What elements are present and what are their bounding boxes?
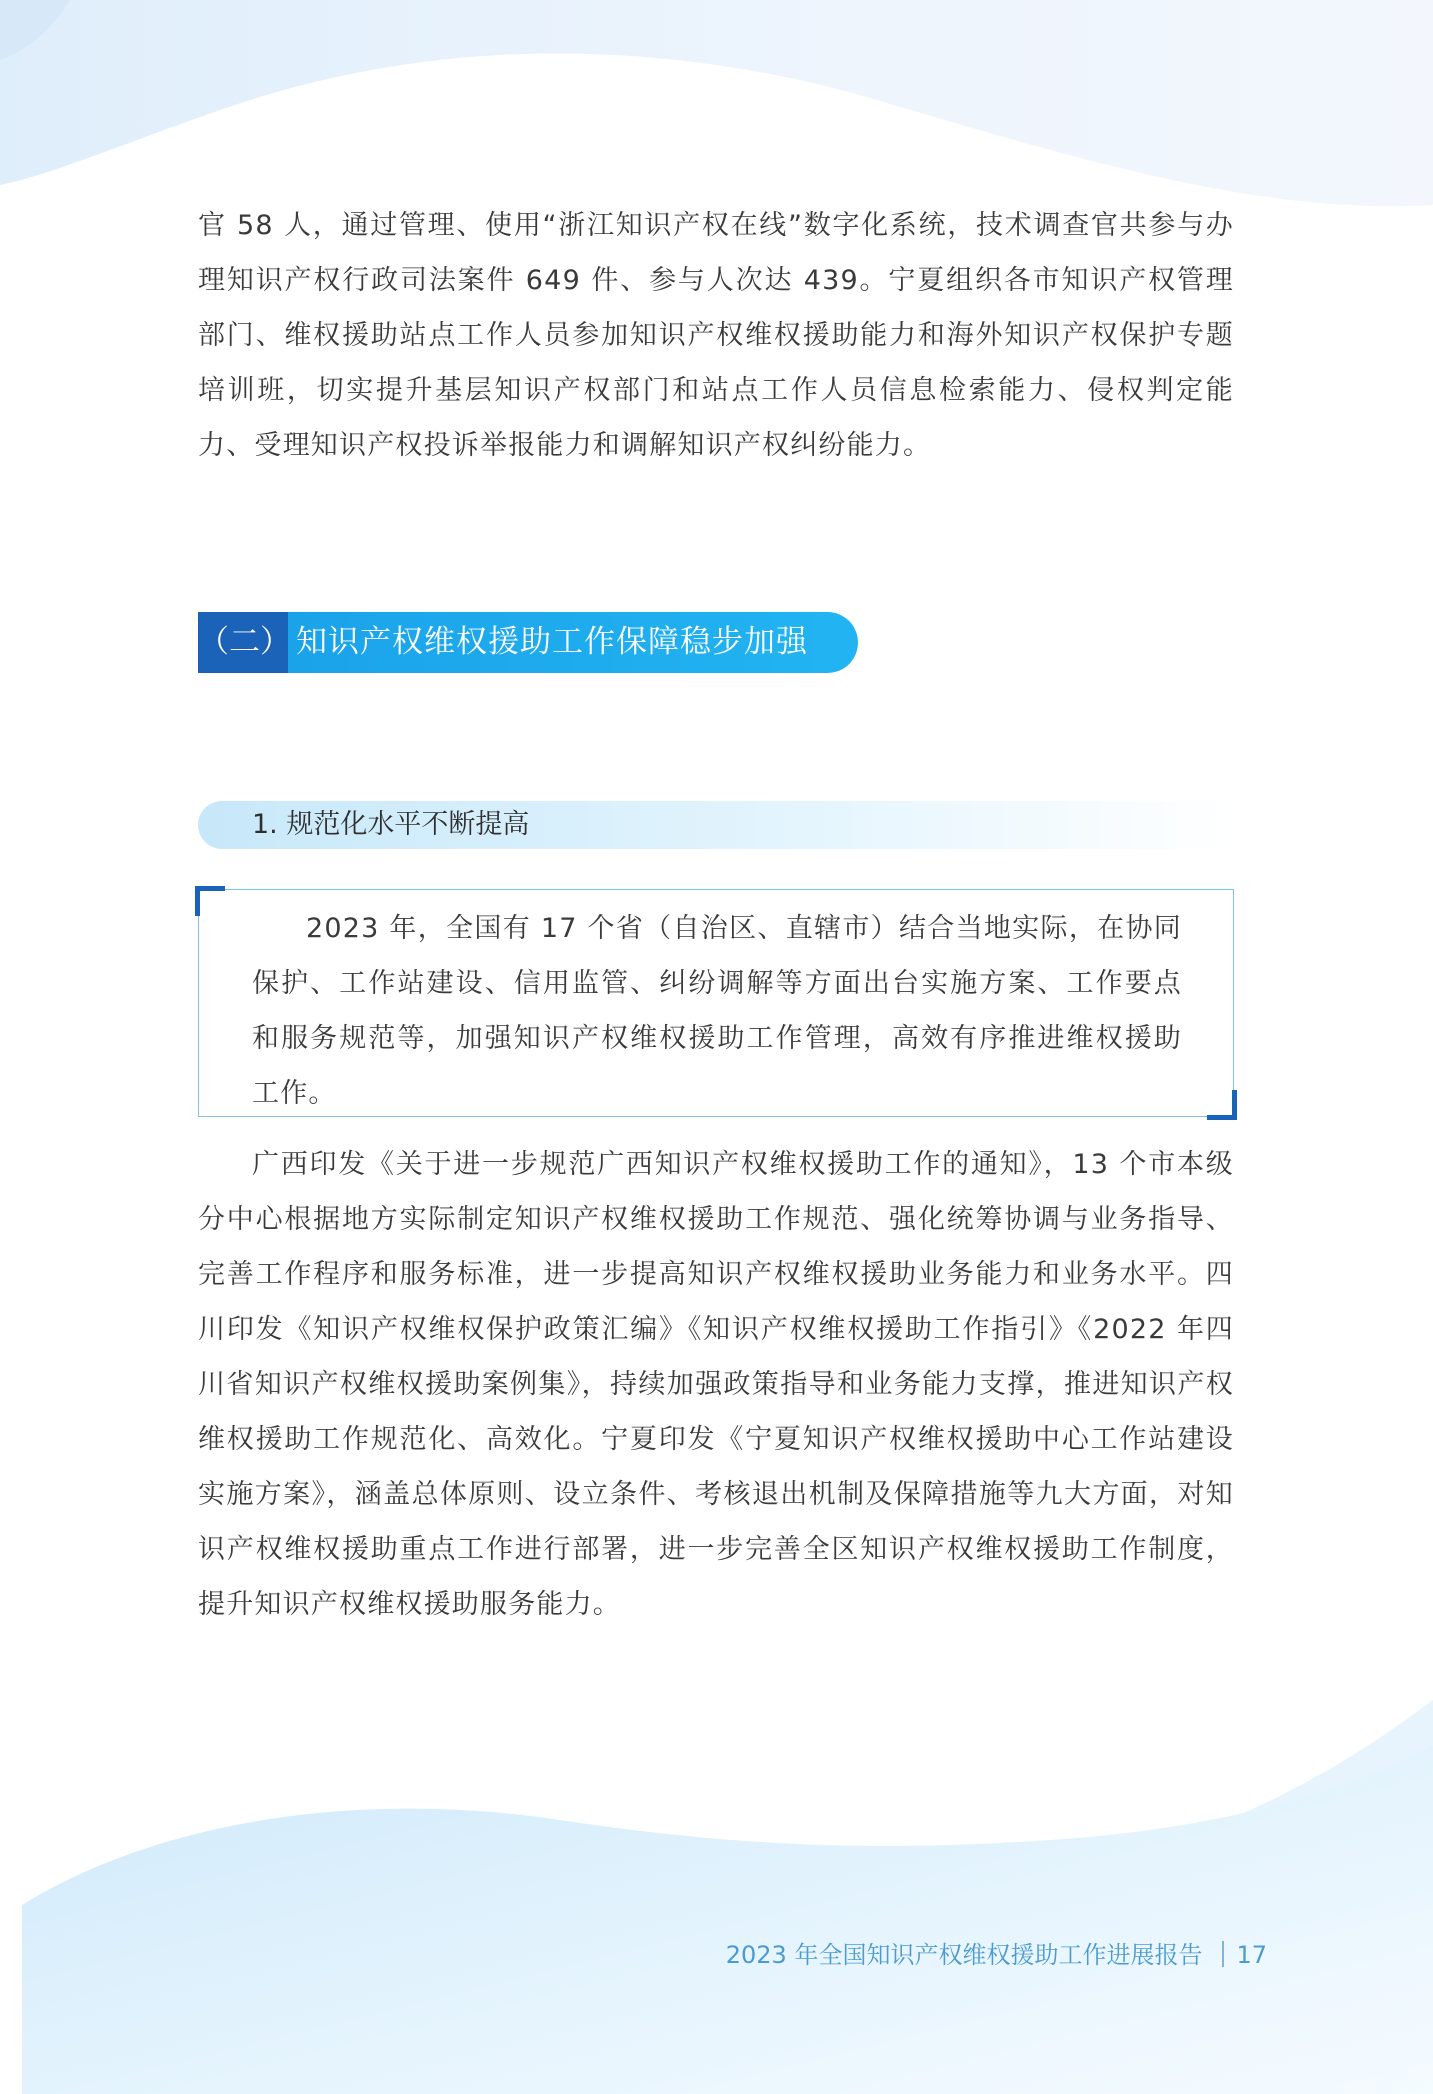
section-number: （二） [198, 624, 291, 660]
page-number: 17 [1236, 1941, 1267, 1969]
section-title: 知识产权维权援助工作保障稳步加强 [296, 624, 808, 660]
section-heading [198, 612, 858, 673]
paragraph-top: 官 58 人，通过管理、使用“浙江知识产权在线”数字化系统，技术调查官共参与办理知识产权行政司法案件 649 件、参与人次达 439。宁夏组织各市知识产权管理部门、维权援助站点工作人员参加知识产权维权援助能力和海外知识产权保护专题培训班，切实提升基层知识产权部门和站点工作人员信息检索能力、侵权判定能力、受理知识产权投诉举报能力和调解知识产权纠纷能力。 [198, 210, 1234, 461]
paragraph-bottom: 广西印发《关于进一步规范广西知识产权维权援助工作的通知》，13 个市本级分中心根据地方实际制定知识产权维权援助工作规范、强化统筹协调与业务指导、完善工作程序和服务标准，进一步提高知识产权维权援助业务能力和业务水平。四川印发《知识产权维权保护政策汇编》《知识产权维权援助工作指引》《2022 年四川省知识产权维权援助案例集》，持续加强政策指导和业务能力支撑，推进知识产权维权援助工作规范化、高效化。宁夏印发《宁夏知识产权维权援助中心工作站建设实施方案》，涵盖总体原则、设立条件、考核退出机制及保障措施等九大方面，对知识产权维权援助重点工作进行部署，进一步完善全区知识产权维权援助工作制度，提升知识产权维权援助服务能力。 [198, 1149, 1234, 1620]
subsection-heading [198, 801, 1234, 849]
corner-bracket-bottom-right [1207, 1090, 1237, 1120]
page-footer [726, 1935, 1267, 1975]
callout-text: 2023 年，全国有 17 个省（自治区、直辖市）结合当地实际，在协同保护、工作站建设、信用监管、纠纷调解等方面出台实施方案、工作要点和服务规范等，加强知识产权维权援助工作管理，高效有序推进维权援助工作。 [252, 913, 1182, 1109]
report-title: 2023 年全国知识产权维权援助工作进展报告 [725, 1941, 1203, 1969]
corner-bracket-top-left [195, 886, 225, 916]
subsection-title: 1. 规范化水平不断提高 [252, 809, 530, 840]
callout-box [198, 889, 1234, 1117]
footer-separator [1222, 1941, 1224, 1967]
